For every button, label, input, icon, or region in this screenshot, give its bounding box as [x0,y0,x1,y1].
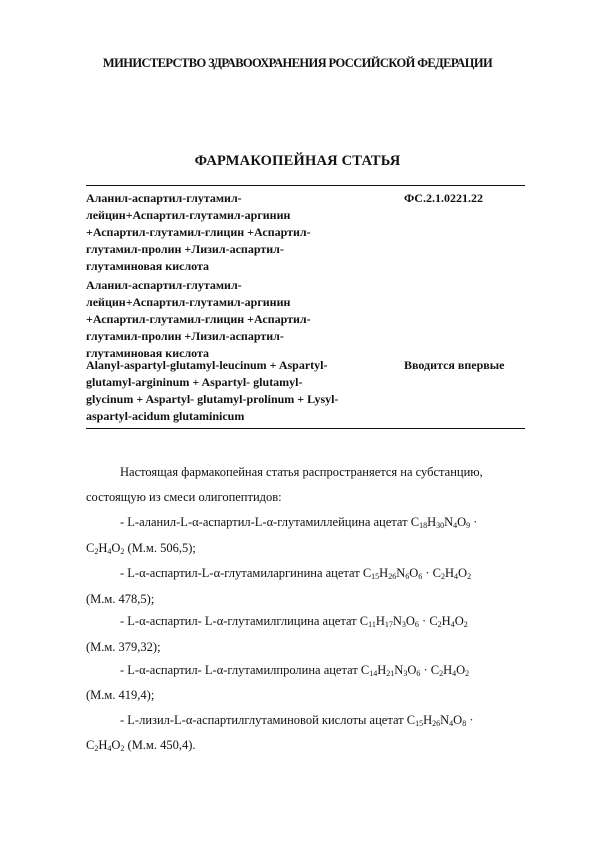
oligopeptide-item-2-continued: (М.м. 478,5); [86,592,155,606]
russian-name-block-repeat [86,277,386,362]
name-line: лейцин+Аспартил-глутамил-аргинин [86,208,291,222]
ministry-heading: МИНИСТЕРСТВО ЗДРАВООХРАНЕНИЯ РОССИЙСКОЙ ФЕДЕРАЦИИ [102,56,493,70]
name-line: Аланил-аспартил-глутамил- [86,278,242,292]
name-line: Alanyl-aspartyl-glutamyl-leucinum + Aspartyl- [86,358,328,372]
document-type-title: ФАРМАКОПЕЙНАЯ СТАТЬЯ [194,153,401,169]
oligopeptide-item-4-continued: (М.м. 419,4); [86,688,155,702]
oligopeptide-item-3: - L-α-аспартил- L-α-глутамилглицина ацетат $C_{11}H_{17}N_3O_6 \cdot C_2H_4O_2$ [120,614,468,629]
russian-name-block [86,190,386,275]
name-line: +Аспартил-глутамил-глицин +Аспартил- [86,312,311,326]
name-line: глутамил-пролин +Лизил-аспартил- [86,242,284,256]
intro-paragraph-line: Настоящая фармакопейная статья распространяется на субстанцию, [120,465,483,479]
name-line: +Аспартил-глутамил-глицин +Аспартил- [86,225,311,239]
name-line: aspartyl-acidum glutaminicum [86,409,245,423]
oligopeptide-item-4: - L-α-аспартил- L-α-глутамилпролина ацетат $C_{14}H_{21}N_3O_6 \cdot C_2H_4O_2$ [120,663,470,678]
oligopeptide-item-1-continued: $C_2H_4O_2$ (М.м. 506,5); [86,541,196,556]
name-line: glycinum + Aspartyl- glutamyl-prolinum + Lysyl- [86,392,339,406]
oligopeptide-item-1: - L-аланил-L-α-аспартил-L-α-глутамиллейцина ацетат $C_{18}H_{30}N_4O_9$ · [120,515,478,530]
name-line: глутаминовая кислота [86,346,210,360]
oligopeptide-item-2: - L-α-аспартил-L-α-глутамиларгинина ацетат $C_{15}H_{26}N_6O_6 \cdot C_2H_4O_2$ [120,566,472,581]
name-line: глутамил-пролин +Лизил-аспартил- [86,329,284,343]
top-divider [86,185,525,186]
intro-paragraph-line: состоящую из смеси олигопептидов: [86,490,282,504]
name-line: лейцин+Аспартил-глутамил-аргинин [86,295,291,309]
introduction-status: Вводится впервые [404,358,505,372]
name-line: глутаминовая кислота [86,259,210,273]
oligopeptide-item-3-continued: (М.м. 379,32); [86,640,161,654]
name-line: Аланил-аспартил-глутамил- [86,191,242,205]
name-line: glutamyl-argininum + Aspartyl- glutamyl- [86,375,303,389]
oligopeptide-item-5: - L-лизил-L-α-аспартилглутаминовой кислоты ацетат $C_{15}H_{26}N_4O_8$ · [120,713,474,728]
monograph-code: ФС.2.1.0221.22 [404,191,483,205]
bottom-divider [86,428,525,429]
latin-name-block [86,357,386,425]
oligopeptide-item-5-continued: $C_2H_4O_2$ (М.м. 450,4). [86,738,196,753]
